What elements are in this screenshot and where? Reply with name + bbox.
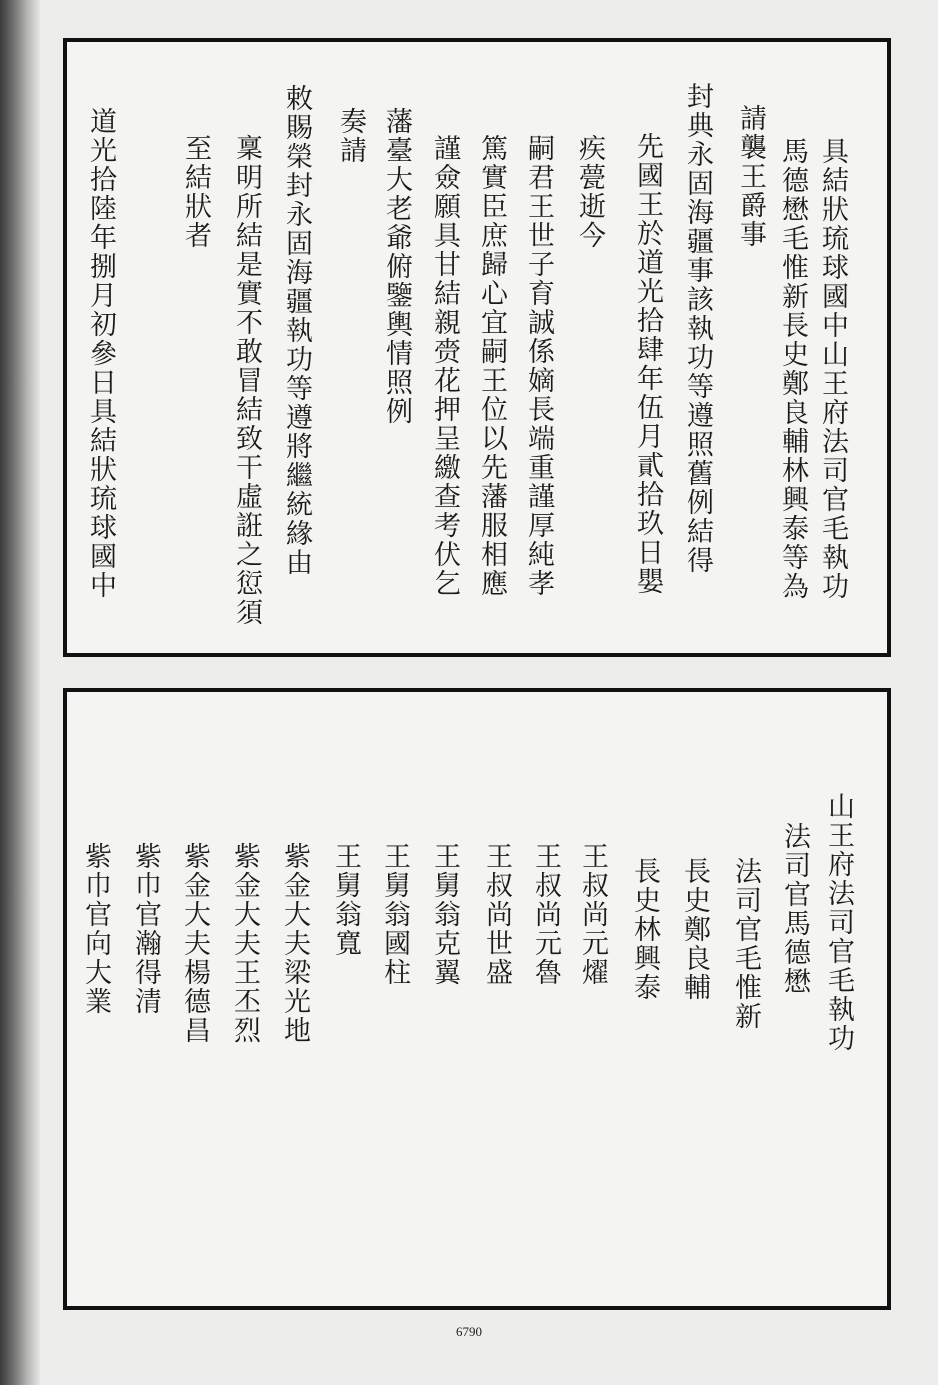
page-number: 6790 xyxy=(456,1324,482,1339)
bottom-column-9: 王舅翁克翼 xyxy=(429,842,460,987)
top-column-14: 至結狀者 xyxy=(180,134,211,250)
top-column-2: 馬德懋毛惟新長史鄭良輔林興泰等為 xyxy=(777,137,808,601)
bottom-column-16: 紫巾官向大業 xyxy=(80,842,111,1016)
top-column-9: 謹僉願具甘結親赍花押呈繳查考伏乞 xyxy=(429,134,460,598)
bottom-column-5: 長史林興泰 xyxy=(629,857,660,1002)
top-column-4: 封典永固海疆事該執功等遵照舊例結得 xyxy=(682,82,713,575)
bottom-column-12: 紫金大夫梁光地 xyxy=(279,842,310,1045)
bottom-column-15: 紫巾官瀚得清 xyxy=(130,842,161,1016)
top-column-13: 稟明所結是實不敢冒結致干虛誑之愆須 xyxy=(231,134,262,627)
top-column-10: 藩臺大老爺俯鑒輿情照例 xyxy=(381,107,412,426)
bottom-document-panel xyxy=(63,688,891,1310)
top-column-1: 具結狀琉球國中山王府法司官毛執功 xyxy=(817,137,848,601)
top-column-11: 奏請 xyxy=(335,107,366,165)
top-document-panel xyxy=(63,38,891,657)
bottom-column-1: 山王府法司官毛執功 xyxy=(823,792,854,1053)
bottom-column-13: 紫金大夫王丕烈 xyxy=(229,842,260,1045)
binding-shadow xyxy=(0,0,40,1385)
bottom-column-4: 長史鄭良輔 xyxy=(679,857,710,1002)
top-column-5: 先國王於道光拾肆年伍月貳拾玖日嬰 xyxy=(632,132,663,596)
bottom-column-11: 王舅翁寬 xyxy=(330,842,361,958)
top-column-12: 敕賜榮封永固海疆執功等遵將繼統緣由 xyxy=(281,84,312,577)
top-column-3: 請襲王爵事 xyxy=(735,104,766,249)
bottom-column-10: 王舅翁國柱 xyxy=(379,842,410,987)
bottom-column-3: 法司官毛惟新 xyxy=(730,857,761,1031)
bottom-column-8: 王叔尚世盛 xyxy=(481,842,512,987)
bottom-column-14: 紫金大夫楊德昌 xyxy=(179,842,210,1045)
bottom-column-7: 王叔尚元魯 xyxy=(530,842,561,987)
top-column-15: 道光拾陸年捌月初參日具結狀琉球國中 xyxy=(85,107,116,600)
bottom-column-2: 法司官馬德懋 xyxy=(779,822,810,996)
top-column-8: 篤實臣庶歸心宜嗣王位以先藩服相應 xyxy=(476,134,507,598)
bottom-column-6: 王叔尚元燿 xyxy=(577,842,608,987)
top-column-7: 嗣君王世子育誠係嫡長端重謹厚純孝 xyxy=(523,134,554,598)
top-column-6: 疾甍逝今 xyxy=(574,134,605,250)
